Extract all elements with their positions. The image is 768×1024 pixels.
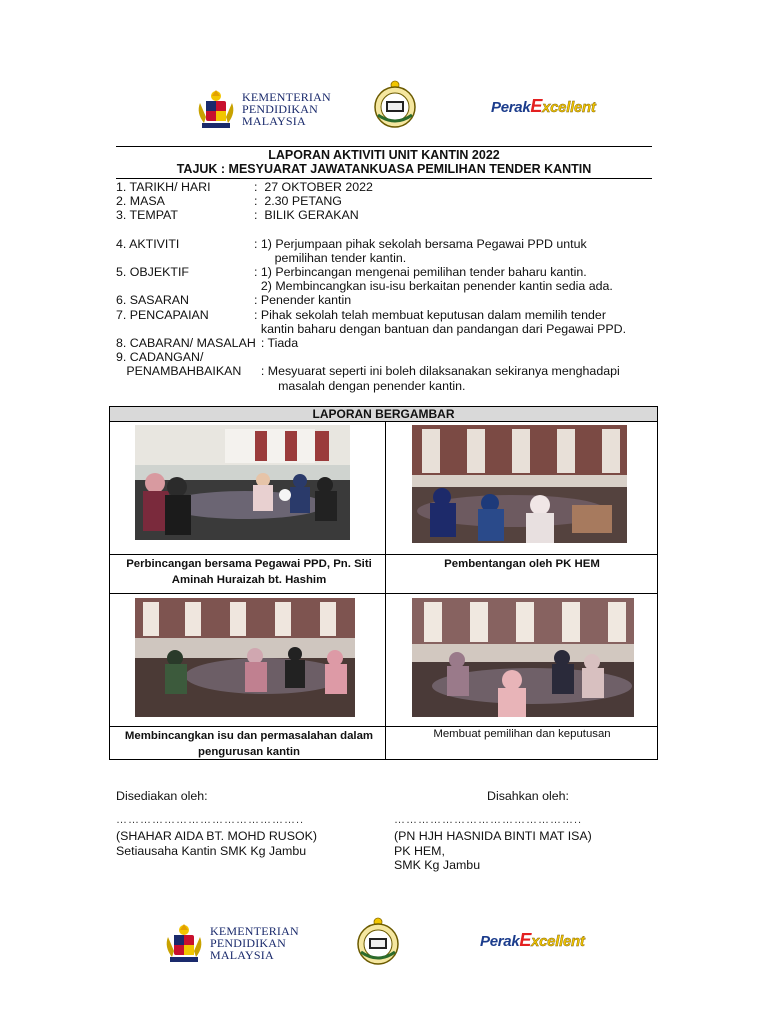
kpm-logo-bottom xyxy=(162,921,299,965)
report-title: LAPORAN AKTIVITI UNIT KANTIN 2022 xyxy=(268,148,500,162)
kpm-logo-text xyxy=(242,91,331,127)
caption-photo-3: Membincangkan isu dan permasalahan dalam pengurusan kantin xyxy=(124,730,374,758)
approved-signature-line: ……………………………………….. xyxy=(394,814,583,826)
perak-word-bottom: Perak xyxy=(480,933,520,950)
photo-decision-making xyxy=(412,598,634,717)
kpm-logo xyxy=(194,87,331,131)
prepared-by-label: Disediakan oleh: xyxy=(116,789,208,803)
cabaran-label: 8. CABARAN/ MASALAH xyxy=(116,336,256,351)
table-row-divider-1 xyxy=(110,554,657,555)
kpm-logo-text-bottom xyxy=(210,925,299,961)
excellent-e: E xyxy=(530,96,543,116)
photo-report-heading: LAPORAN BERGAMBAR xyxy=(110,407,657,422)
kpm-line-2: PENDIDIKAN xyxy=(242,102,318,116)
school-badge-icon xyxy=(355,916,401,966)
aktiviti-label: 4. AKTIVITI xyxy=(116,236,180,251)
malaysia-crest-icon xyxy=(194,87,238,131)
photo-report-table xyxy=(109,406,658,760)
objektif-value: : 1) Perbincangan mengenai pemilihan tender baharu kantin. 2) Membincangkan isu-isu berkaitan penender kantin sedia ada. xyxy=(254,265,613,294)
cadangan-label-1: 9. CADANGAN/ xyxy=(116,350,204,365)
caption-photo-2: Pembentangan oleh PK HEM xyxy=(444,558,600,570)
report-details xyxy=(116,180,656,393)
perak-excellent-logo-bottom xyxy=(480,930,585,951)
masa-value: : 2.30 PETANG xyxy=(254,194,342,209)
kpm-line-3-bottom: MALAYSIA xyxy=(210,948,274,962)
excellent-e-bottom: E xyxy=(519,930,532,950)
detail-row-tempat xyxy=(116,208,656,222)
cadangan-label-2: PENAMBAHBAIKAN xyxy=(116,364,242,379)
detail-row-masa xyxy=(116,194,656,208)
objektif-label: 5. OBJEKTIF xyxy=(116,265,189,280)
malaysia-crest-icon xyxy=(162,921,206,965)
pencapaian-label: 7. PENCAPAIAN xyxy=(116,307,209,322)
approved-by-label: Disahkan oleh: xyxy=(487,789,569,803)
detail-row-pencapaian xyxy=(116,308,656,336)
detail-gap xyxy=(116,223,656,237)
detail-row-cabaran xyxy=(116,336,656,350)
detail-row-cadangan-2 xyxy=(116,364,656,392)
photo-issue-discussion xyxy=(135,598,355,717)
sasaran-label: 6. SASARAN xyxy=(116,293,189,308)
header-rule-top xyxy=(116,146,652,147)
prepared-by-role: Setiausaha Kantin SMK Kg Jambu xyxy=(116,844,307,858)
bottom-logo-band xyxy=(0,918,768,978)
kpm-line-3: MALAYSIA xyxy=(242,114,306,128)
detail-row-tarikh xyxy=(116,180,656,194)
kpm-line-1-bottom: KEMENTERIAN xyxy=(210,924,299,938)
approved-by-role-2: SMK Kg Jambu xyxy=(394,858,481,872)
kpm-line-2-bottom: PENDIDIKAN xyxy=(210,936,286,950)
perak-excellent-logo xyxy=(491,96,596,117)
school-badge-icon xyxy=(372,79,418,129)
tarikh-label: 1. TARIKH/ HARI xyxy=(116,180,211,194)
caption-photo-1: Perbincangan bersama Pegawai PPD, Pn. Siti Aminah Huraizah bt. Hashim xyxy=(126,558,372,586)
prepared-by-name: (SHAHAR AIDA BT. MOHD RUSOK) xyxy=(116,829,318,843)
tarikh-value: : 27 OKTOBER 2022 xyxy=(254,180,373,194)
cabaran-value: : Tiada xyxy=(254,336,299,351)
detail-row-sasaran xyxy=(116,293,656,307)
aktiviti-value: : 1) Perjumpaan pihak sekolah bersama Pegawai PPD untuk pemilihan tender kantin. xyxy=(254,236,587,265)
detail-row-cadangan-1 xyxy=(116,350,656,364)
kpm-line-1: KEMENTERIAN xyxy=(242,90,331,104)
sasaran-value: : Penender kantin xyxy=(254,293,352,308)
cadangan-value: : Mesyuarat seperti ini boleh dilaksanakan sekiranya menghadapi masalah dengan penender kantin. xyxy=(260,364,620,393)
tempat-value: : BILIK GERAKAN xyxy=(254,208,359,223)
detail-row-aktiviti xyxy=(116,237,656,265)
pencapaian-value: : Pihak sekolah telah membuat keputusan dalam memilih tender kantin baharu dengan bantuan dan pandangan dari Pegawai PPD. xyxy=(254,307,627,336)
excellent-rest: xcellent xyxy=(542,99,596,116)
top-logo-band xyxy=(0,84,768,144)
approved-by-role-1: PK HEM, xyxy=(394,844,445,858)
table-column-divider xyxy=(385,421,386,760)
photo-presentation-pk-hem xyxy=(412,425,627,543)
header-rule-bottom xyxy=(116,178,652,179)
caption-photo-4: Membuat pemilihan dan keputusan xyxy=(433,728,611,740)
masa-label: 2. MASA xyxy=(116,194,165,209)
perak-word: Perak xyxy=(491,99,531,116)
detail-row-objektif xyxy=(116,265,656,293)
photo-discussion-ppd xyxy=(135,425,350,540)
excellent-rest-bottom: xcellent xyxy=(531,933,585,950)
tempat-label: 3. TEMPAT xyxy=(116,208,178,223)
approved-by-name: (PN HJH HASNIDA BINTI MAT ISA) xyxy=(394,829,592,843)
table-row-divider-2 xyxy=(110,593,657,594)
prepared-signature-line: ……………………………………….. xyxy=(116,814,305,826)
report-subtitle: TAJUK : MESYUARAT JAWATANKUASA PEMILIHAN TENDER KANTIN xyxy=(176,162,592,176)
